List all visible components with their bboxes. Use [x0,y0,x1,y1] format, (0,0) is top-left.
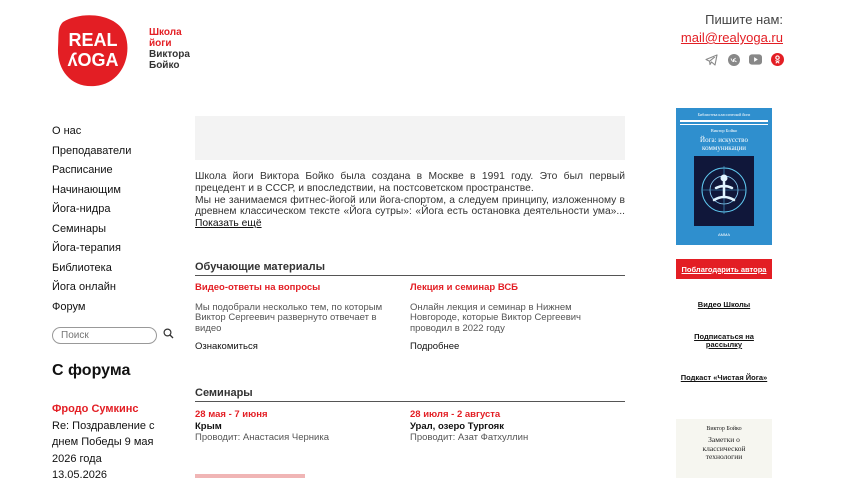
intro-paragraph-2: Мы не занимаемся фитнес-йогой или йога-спортом, а следуем принципу, изложенному в древнем классическом тексте «Йога сутры»: «Йога есть остановка деятельности ума»... [195,194,625,218]
youtube-icon[interactable] [749,53,762,66]
contact-block [681,12,783,45]
podcast-link[interactable]: Подкаст «Чистая Йога» [680,373,768,382]
book-cover-notes[interactable] [676,419,772,478]
book-series: Библиотека классической йоги [697,112,751,117]
book-publisher: АММА [718,232,730,237]
book-cover-communication[interactable] [676,108,772,245]
nav-item-teachers[interactable]: Преподаватели [52,144,132,157]
seminar-dates: 28 июля - 2 августа [410,409,501,420]
nav-item-about[interactable]: О нас [52,125,82,137]
logo-text-top: REAL [68,30,118,50]
book-author: Виктор Бойко [710,128,738,133]
telegram-icon[interactable] [705,53,718,66]
book-title: Йога: искусство коммуникации [700,136,748,152]
vk-icon[interactable] [727,53,740,66]
material-link-lecture[interactable]: Подробнее [410,341,460,352]
materials-heading: Обучающие материалы [195,261,625,276]
search-input[interactable] [52,327,157,344]
contact-email-link[interactable]: mail@realyoga.ru [680,30,783,45]
school-line-3: Виктора [149,49,190,60]
next-seminar-dates-cut [195,474,305,478]
material-text-video: Мы подобрали несколько тем, по которым Виктор Сергеевич развернуто отвечает в видео [195,301,383,334]
nav-item-yoga-therapy[interactable]: Йога-терапия [52,242,121,254]
book2-title: Заметки о классической технологии [702,435,746,461]
seminar-card-crimea[interactable] [195,410,395,444]
search-box [52,326,174,344]
seminar-card-ural[interactable] [410,410,610,444]
banner-placeholder [195,116,625,160]
intro-text [195,171,625,230]
search-icon[interactable] [163,326,174,344]
seminars-heading: Семинары [195,387,625,402]
nav-item-yoga-nidra[interactable]: Йога-нидра [52,203,111,215]
main-nav [52,124,131,319]
seminar-host: Проводит: Азат Фатхуллин [410,432,529,443]
forum-post-date: 13.05.2026 [52,469,108,481]
subscribe-link[interactable]: Подписаться на рассылку [694,332,754,349]
forum-post-title[interactable]: Re: Поздравление с днем Победы 9 мая 2026 года [52,419,155,465]
nav-item-yoga-online[interactable]: Йога онлайн [52,281,116,293]
seminar-host: Проводит: Анастасия Черника [195,432,329,443]
odnoklassniki-icon[interactable] [771,53,784,66]
material-card-lecture [410,283,610,353]
forum-post-author[interactable]: Фродо Сумкинс [52,403,139,415]
seminar-place: Крым [195,420,222,432]
intro-paragraph-1: Школа йоги Виктора Бойко была создана в Москве в 1991 году. Это был первый прецедент и в СССР, и впоследствии, на постсоветском пространстве. [195,171,625,194]
forum-post [52,401,162,484]
material-title-video[interactable]: Видео-ответы на вопросы [195,282,321,293]
material-link-video[interactable]: Ознакомиться [195,341,258,352]
book2-author: Виктор Бойко [706,426,742,432]
nav-item-schedule[interactable]: Расписание [52,164,113,176]
nav-item-beginners[interactable]: Начинающим [52,183,121,196]
seminar-place: Урал, озеро Тургояк [410,420,504,432]
school-line-4: Бойко [149,60,180,71]
thank-author-button[interactable]: Поблагодарить автора [676,259,772,279]
social-links [705,53,784,66]
show-more-link[interactable]: Показать ещё [195,218,262,230]
school-line-2: йоги [149,38,172,49]
logo-text-bottom: ʎOGA [67,50,119,70]
book-illustration [694,156,754,226]
forum-heading: С форума [52,362,131,379]
school-line-1: Школа [149,27,182,38]
school-name [149,27,190,71]
material-card-video [195,283,395,353]
nav-item-library[interactable]: Библиотека [52,261,112,274]
nav-item-seminars[interactable]: Семинары [52,222,106,235]
site-logo[interactable] [55,12,131,88]
material-title-lecture[interactable]: Лекция и семинар ВСБ [410,282,519,293]
material-text-lecture: Онлайн лекция и семинар в Нижнем Новгороде, которые Виктор Сергеевич проводил в 2022 году [410,301,582,334]
nav-item-forum[interactable]: Форум [52,300,86,313]
contact-label: Пишите нам: [705,12,783,27]
seminar-dates: 28 мая - 7 июня [195,409,268,420]
school-video-link[interactable]: Видео Школы [697,300,751,309]
